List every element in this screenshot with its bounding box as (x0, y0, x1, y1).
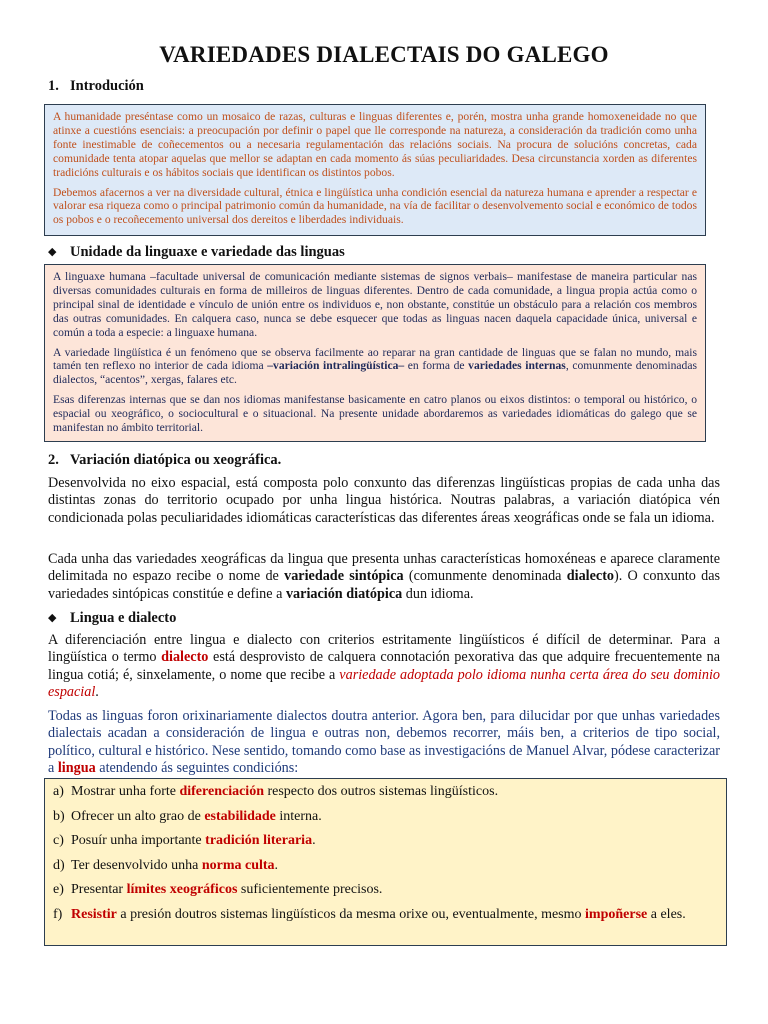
condition-letter: f) (53, 906, 63, 922)
bold-term: variedades internas (468, 359, 566, 373)
red-term: estabilidade (204, 808, 276, 824)
red-term: tradición literaria (205, 833, 313, 848)
intro-paragraph-2: Debemos afacernos a ver na diversidade cultural, étnica e lingüística unha condición esencial da natureza humana e aprender a respectar e valorar esa riqueza como o principal patrimonio común da humanidade, na vía de facilitar o desenvolvemento social e económico de todos os pobos e o recoñecemento universal dos dereitos e liberdades individuais. (53, 185, 697, 227)
condition-letter: b) (53, 808, 65, 824)
unidade-box (44, 264, 706, 442)
diamond-bullet-icon: ◆ (48, 246, 57, 258)
red-italic-term: variedade adoptada polo idioma nunha certa área do seu dominio espacial (48, 666, 720, 700)
text-run: Todas as linguas foron orixinariamente dialectos doutra anterior. Agora ben, para dilucidar por que unhas variedades dialectais acadan a consideración de lingua e outras non, debemos recorrer, máis ben, a criterios de tipo social, político, cultural e histórico. Nese sentido, tomando como base as investigacións de Manuel Alvar, pódese caracterizar a (48, 708, 720, 776)
section-number: 1. (48, 78, 59, 94)
text-run: Ter desenvolvido unha (71, 857, 202, 873)
condition-item (53, 906, 718, 923)
section-2-heading (48, 452, 281, 469)
text-run: Posuír unha importante (71, 833, 206, 848)
text-run: Cada unha das variedades xeográficas da lingua que presenta unhas características homoxéneas e aparece claramente delimitada no espazo recibe o nome de (48, 551, 720, 585)
condition-text (71, 857, 718, 874)
section-1-heading (48, 78, 144, 95)
text-run: . (274, 857, 279, 873)
red-term: norma culta (201, 857, 275, 873)
diatopica-paragraph-2 (48, 551, 720, 603)
bullet-title: Unidade da linguaxe e variedade das linguas (70, 244, 345, 260)
text-run: suficientemente precisos. (237, 882, 383, 897)
condition-letter: c) (53, 833, 64, 848)
condition-item (53, 857, 718, 874)
section-number: 2. (48, 452, 59, 468)
condition-item (53, 783, 718, 800)
text-run: . (312, 833, 316, 848)
intro-paragraph-1: A humanidade preséntase como un mosaico de razas, culturas e linguas diferentes e, porén, mostra unha grande homoxeneidade no que atinxe a cuestións esenciais: a preocupación por definir o papel que lle corresponde na natureza, a consideración da tradición como unha fonte inestimable de coñecementos ou a necesaria regulamentación das relacións sociais. Na procura de solucións concretas, cada comunidade tenta atopar aquelas que mellor se adaptan en cada momento ás súas peculiaridades. Desa circunstancia xorden as diferentes tradicións culturais e os hábitos sociais que identifican os distintos pobos. (53, 110, 697, 179)
red-term: límites xeográficos (126, 882, 238, 897)
text-run: A diferenciación entre lingua e dialecto con criterios estritamente lingüísticos é difícil de determinar. Para a lingüística o termo (48, 632, 720, 666)
text-run: Presentar (71, 882, 127, 897)
intro-box (44, 104, 706, 236)
condition-letter: a) (53, 784, 64, 799)
text-run: ). O conxunto das variedades sintópicas constitúe e define a (48, 568, 721, 602)
lingua-paragraph-1 (48, 632, 720, 701)
bullet-title: Lingua e dialecto (70, 610, 177, 626)
bullet-heading-lingua (48, 610, 176, 627)
diamond-bullet-icon: ◆ (48, 612, 57, 624)
condition-letter: e) (53, 882, 64, 897)
text-run: . (95, 683, 99, 700)
unidade-paragraph-1: A linguaxe humana –facultade universal de comunicación mediante sistemas de signos verbais– manifestase de maneira particular nas diversas comunidades culturais en forma de milleiros de linguas diferentes. Dentro de cada comunidade, a lingua propia actúa como o principal sinal de identidade e vínculo de unión entre os individuos e, non obstante, constitúe un obstáculo para a relación cos membros das outras comunidades. En calquera caso, nunca se debe esquecer que todas as linguas nacen daquela capacidade única, universal e común a toda a especie: a linguaxe humana. (53, 270, 697, 339)
condition-item (53, 808, 718, 825)
bold-term: –variación intralingüística– (267, 359, 405, 373)
text-run: en forma de (404, 359, 469, 373)
bullet-heading-unidade (48, 244, 345, 261)
page-title: VARIEDADES DIALECTAIS DO GALEGO (159, 42, 609, 67)
text-run: Mostrar unha forte (71, 784, 180, 799)
bold-term: variedade sintópica (284, 568, 404, 585)
red-term: impoñerse (585, 906, 648, 922)
text-run: interna. (275, 808, 322, 824)
section-title: Introdución (70, 78, 144, 94)
section-title: Variación diatópica ou xeográfica. (70, 452, 282, 468)
red-term: dialecto (161, 649, 209, 666)
condition-item (53, 881, 718, 898)
text-run: está desprovisto de calquera connotación pexorativa das que adquire frecuentemente na lingua cotiá; é, sinxelamente, o nome que recibe a (48, 649, 720, 683)
condition-text (71, 881, 718, 898)
condition-text (71, 906, 718, 923)
condition-text (71, 832, 718, 849)
bold-term: variación diatópica (285, 585, 403, 602)
unidade-paragraph-3: Esas diferenzas internas que se dan nos idiomas manifestanse basicamente en catro planos ou eixos distintos: o temporal ou histórico, o espacial ou xeográfico, o sociocultural e o situacional. Na presente unidade abordaremos as variedades idiomáticas do galego que se manifestan no ámbito territorial. (53, 393, 697, 435)
text-run: respecto dos outros sistemas lingüísticos. (263, 784, 499, 799)
red-term: lingua (57, 759, 96, 776)
condition-letter: d) (53, 857, 65, 873)
text-run: (comunmente denominada (403, 568, 567, 585)
bold-term: dialecto (566, 568, 615, 585)
text-run: , comunmente denominadas dialectos, “acentos”, xergas, falares etc. (53, 359, 697, 387)
lingua-paragraph-2 (48, 708, 720, 777)
text-run: dun idioma. (402, 585, 474, 602)
text-run: a presión doutros sistemas lingüísticos da mesma orixe ou, eventualmente, mesmo (116, 906, 586, 922)
condition-item (53, 832, 718, 849)
red-term: Resistir (71, 906, 117, 922)
condition-text (71, 808, 718, 825)
conditions-box (44, 778, 727, 946)
text-run: a eles. (647, 906, 686, 922)
diatopica-paragraph-1: Desenvolvida no eixo espacial, está composta polo conxunto das diferenzas lingüísticas propias de cada unha das distintas zonas do territorio ocupado por unha lingua histórica. Noutras palabras, a variación diatópica vén condicionada polas peculiaridades idiomáticas características das diferentes áreas xeográficas onde se fala un idioma. (48, 475, 720, 526)
text-run: Ofrecer un alto grao de (71, 808, 205, 824)
condition-text (71, 783, 718, 800)
unidade-paragraph-2 (53, 346, 697, 388)
text-run: atendendo ás seguintes condicións: (95, 759, 299, 776)
red-term: diferenciación (179, 784, 264, 799)
text-run: A variedade lingüística é un fenómeno que se observa facilmente ao reparar na gran cantidade de linguas que se falan no mundo, mais tamén ten reflexo no interior de cada idioma (53, 345, 697, 373)
